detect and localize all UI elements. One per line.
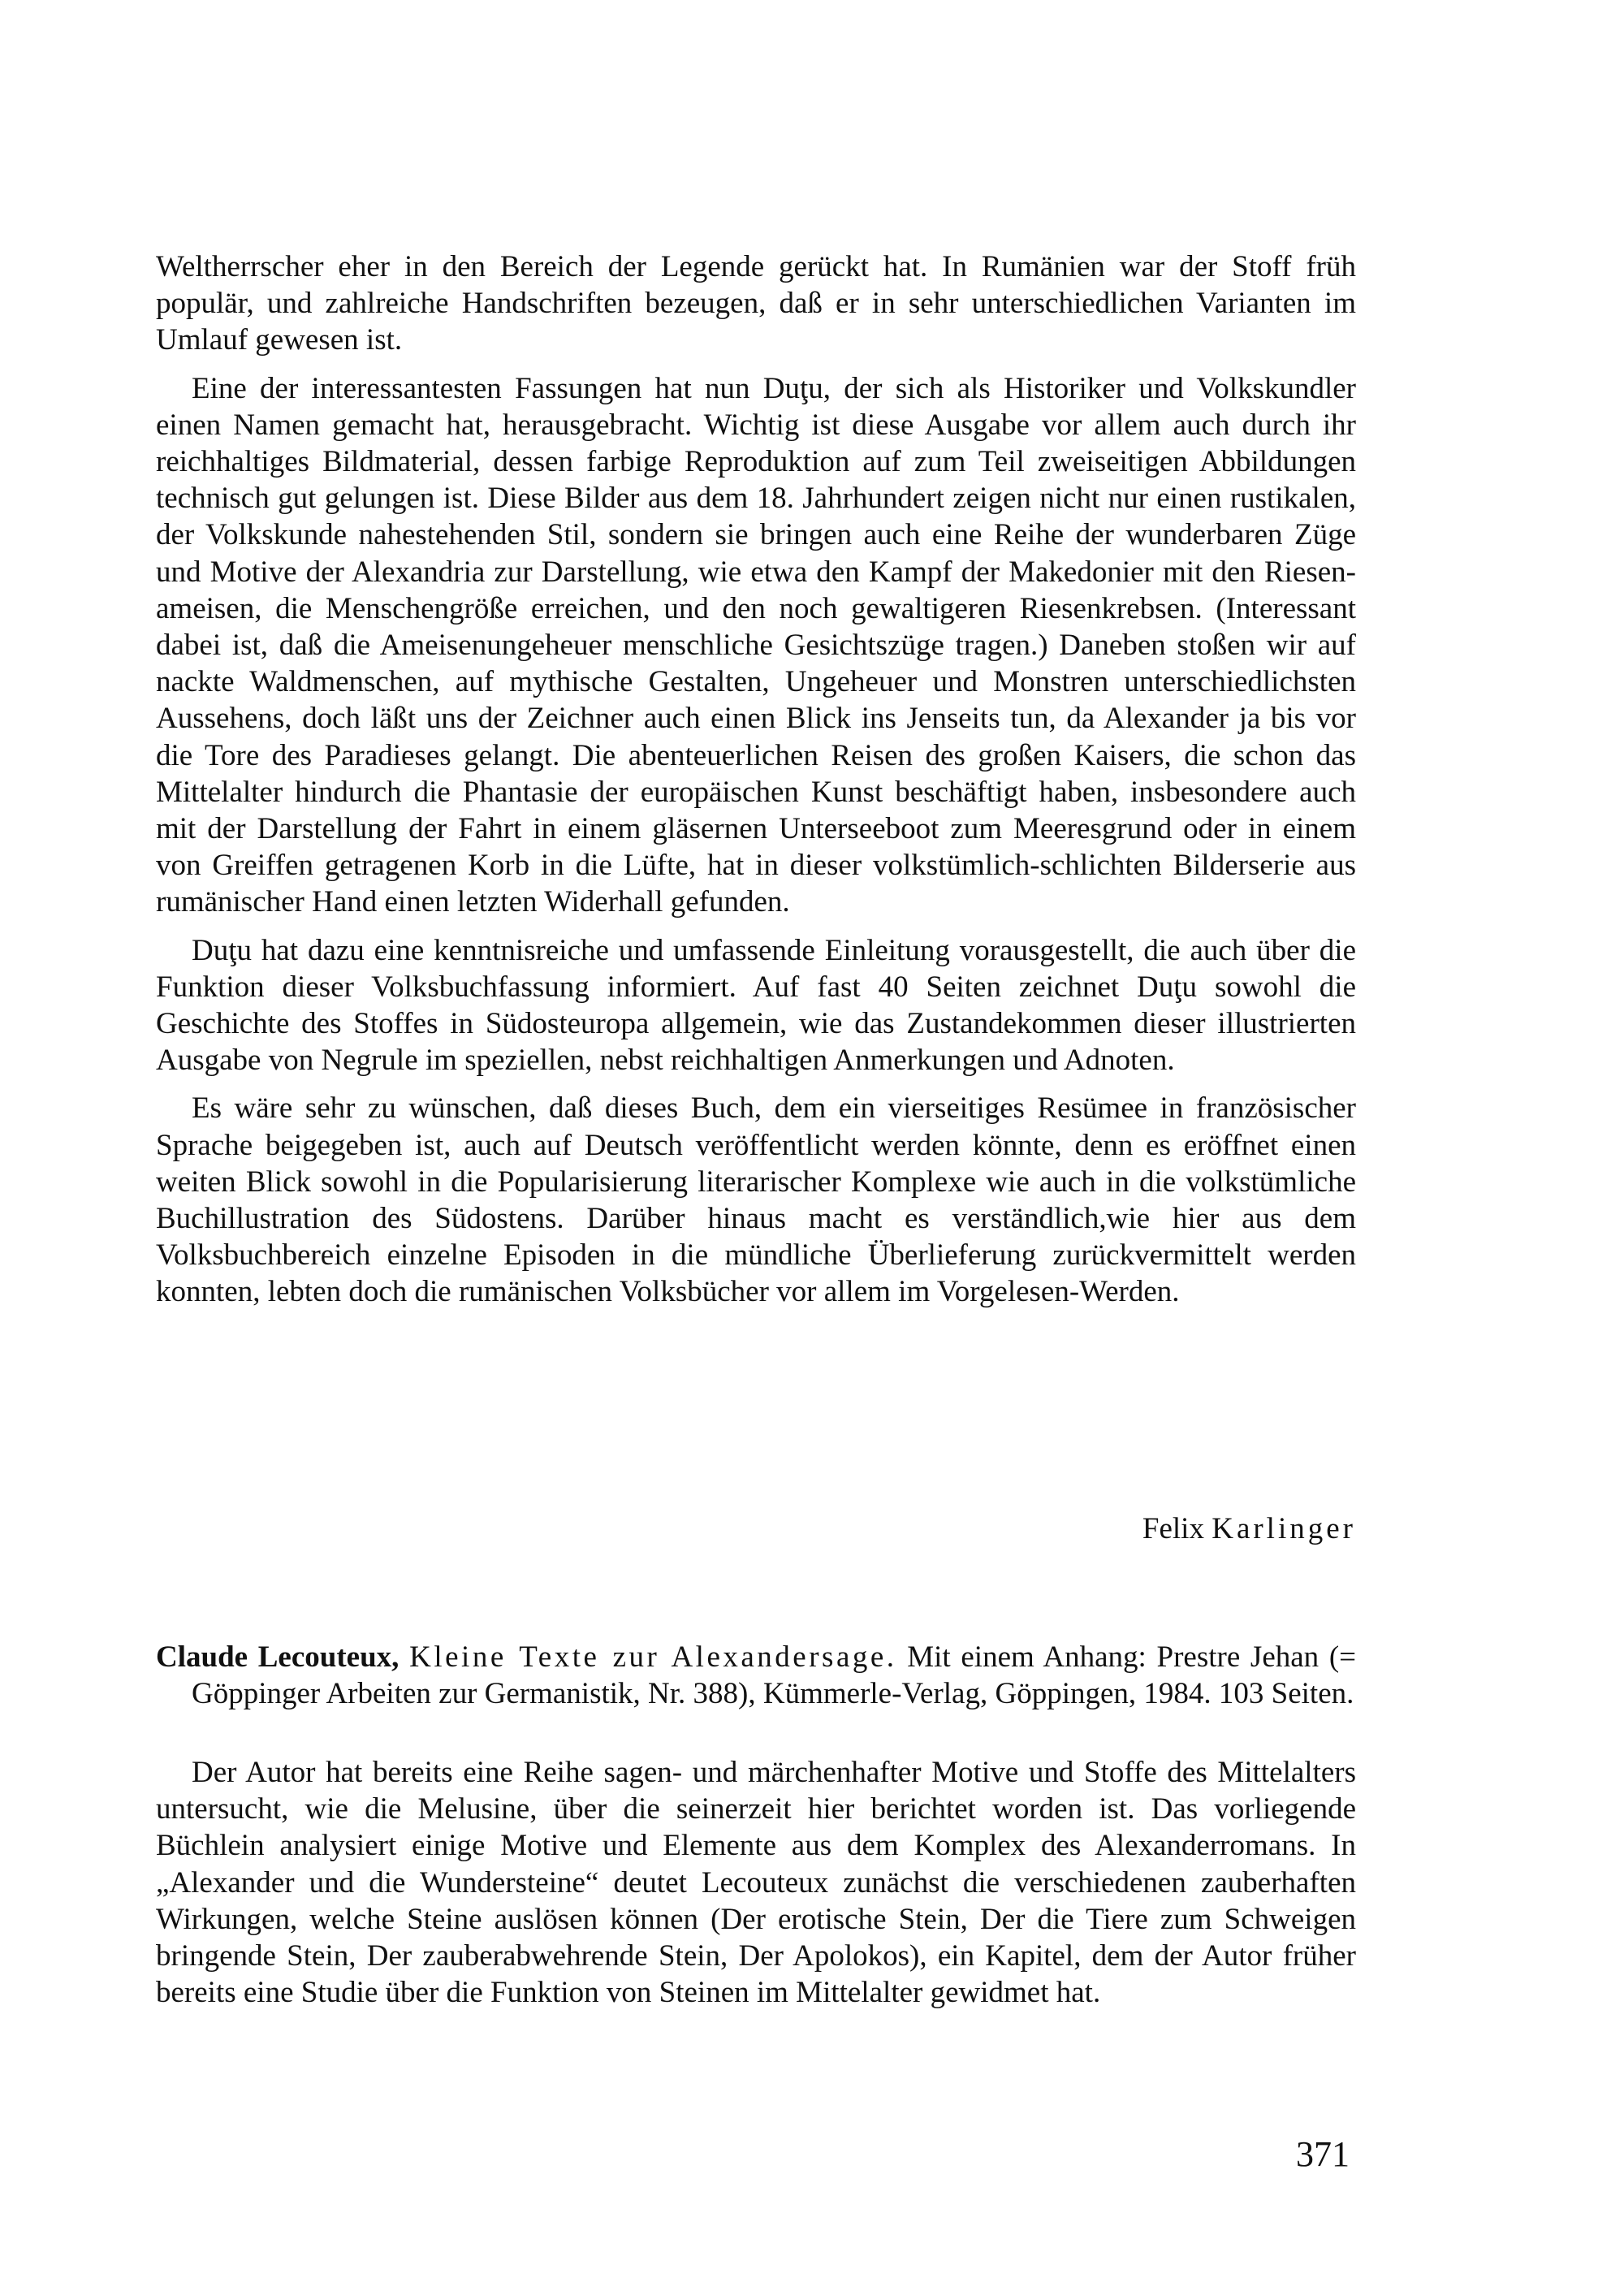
reviewer-signature (1142, 1511, 1356, 1547)
citation-author: Claude Lecouteux, (156, 1640, 400, 1674)
review-dutu-body (156, 249, 1356, 1311)
paragraph-translation-wish: Es wäre sehr zu wünschen, daß dieses Buch, dem ein vierseitiges Resümee in französischer Sprache beigegeben ist, auch auf Deutsch veröffentlicht werden könnte, denn es eröffnet einen weiten Blick sowohl in die Popularisierung literarischer Komplexe wie auch in die volkstümliche Buchillustration des Südostens. Darüber hinaus macht es verständlich,wie hier aus dem Volksbuchbereich einzelne Episoden in die mündliche Überlieferung zurückvermittelt werden konnten, lebten doch die rumänischen Volksbücher vor allem im Vorgelesen-Werden. (156, 1091, 1356, 1309)
paragraph-dutu-introduction: Duţu hat dazu eine kenntnisreiche und umfassende Einleitung vorausgestellt, die auch über die Funktion dieser Volksbuchfassung informiert. Auf fast 40 Seiten zeichnet Duţu sowohl die Geschichte des Stoffes in Südosteuropa allgemein, wie das Zustandekommen dieser illustrierten Ausgabe von Negrule im speziellen, nebst reichhaltigen Anmerkungen und Adnoten. (156, 933, 1356, 1078)
paragraph-continuation: Weltherrscher eher in den Bereich der Legende gerückt hat. In Rumänien war der Stoff früh populär, und zahlreiche Handschriften bezeugen, daß er in sehr unterschiedlichen Varianten im Umlauf gewesen ist. (156, 250, 1356, 357)
reviewer-first-name: Felix (1142, 1512, 1204, 1545)
review-lecouteux-body (156, 1754, 1356, 2011)
book-citation (156, 1639, 1356, 1712)
citation-details: Mit einem Anhang: Prestre Jehan (= Göppinger Arbeiten zur Germanistik, Nr. 388), Kümmerle-Verlag, Göppingen, 1984. 103 Seiten. (192, 1640, 1357, 1711)
paragraph-lecouteux-analysis: Der Autor hat bereits eine Reihe sagen- und märchenhafter Motive und Stoffe des Mittelalters untersucht, wie die Melusine, über die seinerzeit hier berichtet worden ist. Das vorliegende Büchlein analysiert einige Motive und Elemente aus dem Komplex des Alexanderromans. In „Alexander und die Wundersteine“ deutet Lecouteux zunächst die verschiedenen zauberhaften Wirkungen, welche Steine auslösen können (Der erotische Stein, Der die Tiere zum Schweigen bringende Stein, Der zauberabwehrende Stein, Der Apolokos), ein Kapitel, dem der Autor früher bereits eine Studie über die Funktion von Steinen im Mittelalter gewidmet hat. (156, 1756, 1356, 2010)
paragraph-dutu-edition: Eine der interessantesten Fassungen hat nun Duţu, der sich als Historiker und Volkskundler einen Namen gemacht hat, herausgebracht. Wichtig ist diese Ausgabe vor allem auch durch ihr reichhaltiges Bildmaterial, dessen farbige Reproduktion auf zum Teil zweiseitigen Abbildungen technisch gut gelungen ist. Diese Bilder aus dem 18. Jahrhundert zeigen nicht nur einen rustikalen, der Volkskunde nahestehenden Stil, sondern sie bringen auch eine Reihe der wunderbaren Züge und Motive der Alexandria zur Darstellung, wie etwa den Kampf der Makedonier mit den Riesenameisen, die Menschengröße erreichen, und den noch gewaltigeren Riesenkrebsen. (Interessant dabei ist, daß die Ameisenungeheuer menschliche Gesichtszüge tragen.) Daneben stoßen wir auf nackte Waldmenschen, auf mythische Gestalten, Ungeheuer und Monstren unterschiedlichsten Aussehens, doch läßt uns der Zeichner auch einen Blick ins Jenseits tun, da Alexander ja bis vor die Tore des Paradieses gelangt. Die abenteuerlichen Reisen des großen Kaisers, die schon das Mittelalter hindurch die Phantasie der europäischen Kunst beschäftigt haben, insbesondere auch mit der Darstellung der Fahrt in einem gläsernen Unterseeboot zum Meeresgrund oder in einem von Greiffen getragenen Korb in die Lüfte, hat in dieser volkstümlich-schlichten Bilderserie aus rumänischer Hand einen letzten Widerhall gefunden. (156, 371, 1356, 919)
citation-title: Kleine Texte zur Alexandersage. (409, 1640, 897, 1674)
page-number: 371 (1296, 2134, 1350, 2174)
reviewer-surname: Karlinger (1212, 1512, 1356, 1545)
